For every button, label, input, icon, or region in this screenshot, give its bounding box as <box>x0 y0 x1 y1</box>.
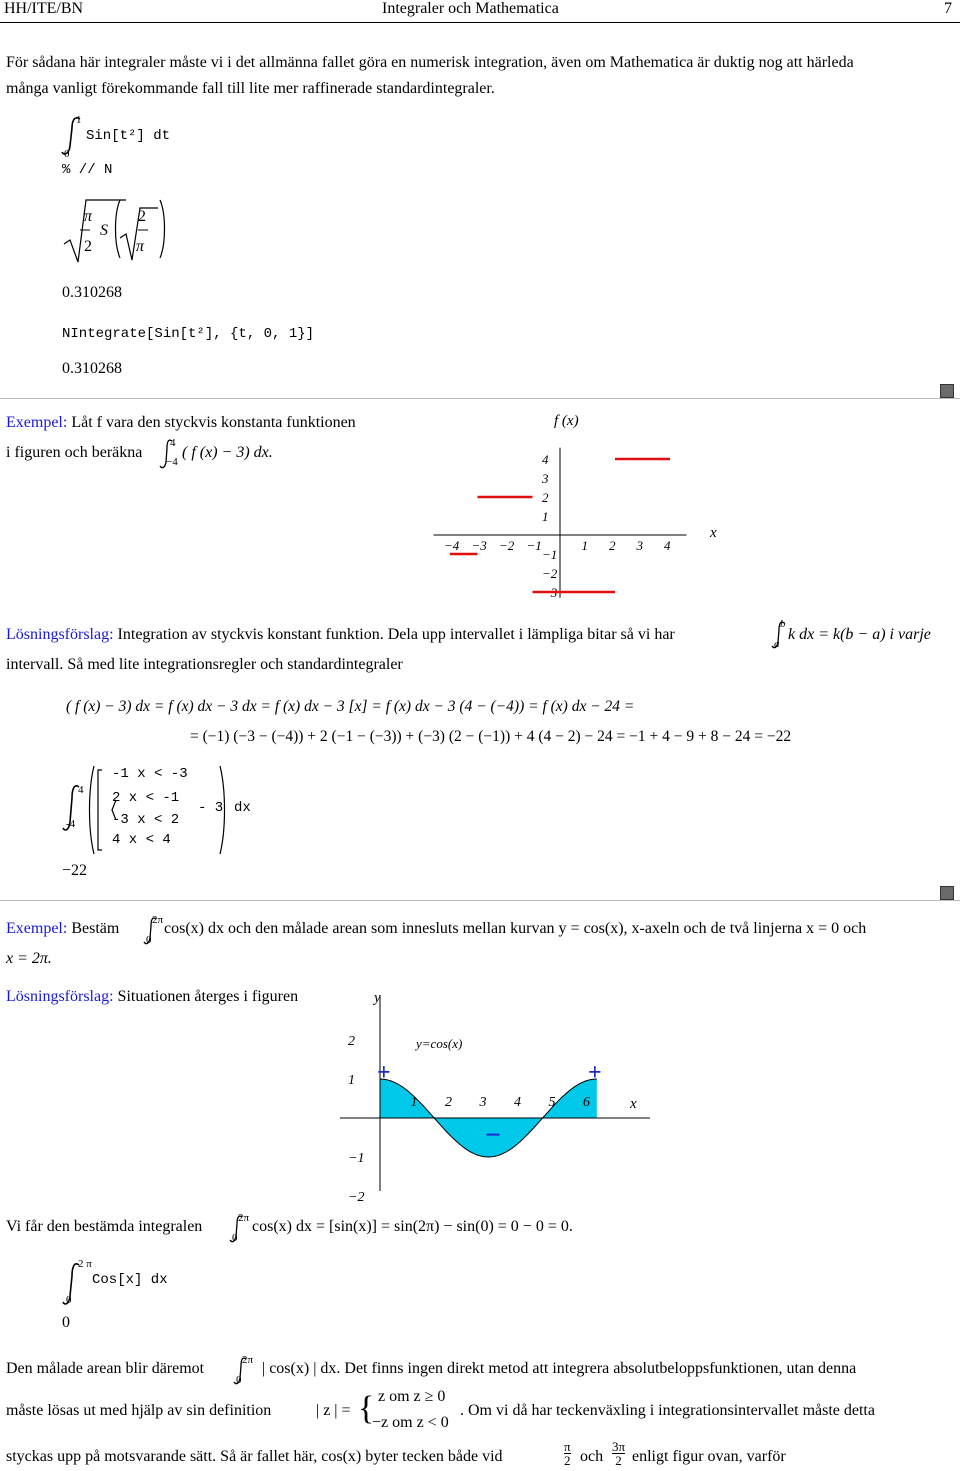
plus-sign-2: + <box>588 1060 602 1086</box>
result-2: 0.310268 <box>62 360 122 377</box>
bottom-line4a: styckas upp på motsvarande sätt. Så är fallet här, cos(x) byter tecken både vid <box>6 1448 503 1465</box>
bottom-line1-text: Vi får den bestämda integralen <box>6 1218 203 1235</box>
frac1 <box>564 1440 571 1467</box>
header-rule <box>0 22 960 23</box>
y-tick-label: −3 <box>542 585 558 600</box>
bottom-line2b: | cos(x) | dx. Det finns ingen direkt metod att integrera absolutbeloppsfunktionen, utan denna <box>262 1360 857 1377</box>
example1-upper: 4 <box>170 437 176 449</box>
bottom-line3b: . Om vi då har teckenväxling i integrationsintervallet måste detta <box>460 1402 875 1419</box>
example1-line1 <box>6 414 356 432</box>
intro-line1: För sådana här integraler måste vi i det allmänna fallet göra en numerisk integration, även om Mathematica är duktig nog att härleda <box>6 54 854 71</box>
mm-upper: 2 π <box>78 1258 92 1270</box>
header-left: HH/ITE/BN <box>4 0 84 17</box>
x-tick-label: 2 <box>445 1095 452 1110</box>
y-axis-label: y <box>374 990 381 1006</box>
pw-minus3: - 3 <box>198 800 224 816</box>
example2-text: Bestäm <box>71 920 120 937</box>
example2-label: Exempel: <box>6 920 68 937</box>
x-tick-label: −1 <box>526 538 542 553</box>
solution1-label: Lösningsförslag: <box>6 626 114 643</box>
sqrt-pi: π <box>84 208 93 225</box>
line2-lower: 0 <box>236 1374 242 1386</box>
example1-lower: −4 <box>166 456 178 468</box>
brace: { <box>358 1390 375 1427</box>
solution1-line2: intervall. Så med lite integrationsregler och standardintegraler <box>6 656 403 673</box>
line2-upper: 2π <box>242 1354 254 1366</box>
curve-label: y=cos(x) <box>416 1036 463 1051</box>
section-rule-1 <box>0 398 960 399</box>
case-2: −z om z < 0 <box>372 1414 449 1431</box>
x-tick-label: 3 <box>479 1095 487 1110</box>
frac2-num: 3π <box>612 1439 626 1454</box>
x-tick-label: 1 <box>581 538 588 553</box>
result-1: 0.310268 <box>62 284 122 301</box>
x-tick-label: 2 <box>609 538 616 553</box>
x-tick-label: −4 <box>444 538 460 553</box>
y-tick-label: 1 <box>348 1073 355 1088</box>
mm-result: 0 <box>62 1314 70 1331</box>
y-tick-label: 2 <box>542 490 549 505</box>
y-tick-label: 3 <box>542 471 549 486</box>
section-rule-2 <box>0 900 960 901</box>
mm-integrand: Cos[x] dx <box>92 1272 168 1288</box>
bottom-line3a: måste lösas ut med hjälp av sin definition <box>6 1402 272 1419</box>
abs-def: | z | = <box>316 1402 351 1419</box>
solution2-label: Lösningsförslag: <box>6 988 114 1005</box>
pw-row-4: 4 x < 4 <box>112 832 171 848</box>
frac2-den: 2 <box>615 1453 622 1468</box>
pw-row-2: 2 x < -1 <box>112 790 180 806</box>
sqrt-expression <box>62 194 182 269</box>
pw-result: −22 <box>62 862 88 879</box>
intro-line2: många vanligt förekommande fall till lite mer raffinerade standardintegraler. <box>6 80 495 97</box>
kdx-upper: b <box>780 618 786 630</box>
x-tick-label: 1 <box>410 1095 418 1110</box>
x-tick-label: 4 <box>514 1095 521 1110</box>
x-tick-label: 3 <box>636 538 643 553</box>
pw-row-3: -3 x < 2 <box>112 812 180 828</box>
integral1-lower: 0 <box>64 148 70 160</box>
solution1-line1 <box>6 626 675 644</box>
frac1-den: 2 <box>564 1453 571 1468</box>
kdx-lower: a <box>774 638 780 650</box>
example2-line2: x = 2π. <box>6 950 52 967</box>
y-tick-label: −1 <box>348 1151 365 1166</box>
header-title <box>382 0 559 18</box>
example2-lower: 0 <box>146 934 152 946</box>
s-label: S <box>100 222 108 239</box>
y-tick-label: 4 <box>542 452 549 467</box>
pw-dx: dx <box>234 800 251 816</box>
pw-row-1: -1 x < -3 <box>112 766 188 782</box>
example2-upper: 2π <box>152 914 164 926</box>
x-axis-label: x <box>630 1096 637 1112</box>
sqrt2-num: 2 <box>138 208 146 225</box>
solution2-line <box>6 988 298 1006</box>
example1-integrand: ( f (x) − 3) dx. <box>182 444 273 461</box>
sqrt-two: 2 <box>84 238 92 255</box>
x-tick-label: 6 <box>583 1095 590 1110</box>
x-tick-label: −2 <box>499 538 515 553</box>
bottom-line2a: Den målade arean blir däremot <box>6 1360 205 1377</box>
och-text: och <box>580 1448 604 1465</box>
page-number: 7 <box>944 0 952 17</box>
example2-line1 <box>6 920 119 938</box>
kdx-formula: k dx = k(b − a) i varje <box>788 626 931 643</box>
nintegrate-input: NIntegrate[Sin[t²], {t, 0, 1}] <box>62 326 315 342</box>
y-tick-label: 2 <box>348 1034 355 1049</box>
frac2 <box>612 1440 625 1467</box>
bottom-int-lower: 0 <box>232 1232 238 1244</box>
y-tick-label: −1 <box>542 547 558 562</box>
integral-sign-1 <box>58 116 88 156</box>
bottom-line1 <box>6 1218 202 1236</box>
bottom-line4b: enligt figur ovan, varför <box>632 1448 786 1465</box>
bottom-int-upper: 2π <box>238 1212 250 1224</box>
plus-sign-1: + <box>377 1060 391 1086</box>
example2-rest: cos(x) dx och den målade arean som innesluts mellan kurvan y = cos(x), x-axeln och de två linjerna x = 0 och <box>164 920 867 937</box>
x-tick-label: 4 <box>664 538 671 553</box>
solution1-text1: Integration av styckvis konstant funktion. Dela upp intervallet i lämpliga bitar så vi har <box>117 626 675 643</box>
pw-lower: -4 <box>66 818 76 830</box>
piecewise-chart <box>420 405 740 605</box>
example1-text2: i figuren och beräkna <box>6 444 143 461</box>
y-tick-label: 1 <box>542 509 549 524</box>
cell-marker-2 <box>940 886 954 900</box>
integral1-integrand: Sin[t²] dt <box>86 128 171 144</box>
cell-marker-1 <box>940 384 954 398</box>
example1-line2 <box>6 444 142 462</box>
chart-xlabel: x <box>710 525 717 541</box>
cos-chart <box>330 986 660 1205</box>
header-title-text: Integraler och Mathematica <box>382 0 559 17</box>
eq-line2: = (−1) (−3 − (−4)) + 2 (−1 − (−3)) + (−3) (2 − (−1)) + 4 (4 − 2) − 24 = −1 + 4 − 9 + 8 − 24 = −22 <box>190 728 792 745</box>
solution2-text: Situationen återges i figuren <box>117 988 299 1005</box>
sqrt2-den: π <box>136 238 145 255</box>
y-tick-label: −2 <box>542 566 558 581</box>
pw-upper: 4 <box>78 784 84 796</box>
frac1-num: π <box>564 1439 571 1454</box>
y-tick-label: −2 <box>348 1190 365 1205</box>
minus-sign: − <box>485 1120 501 1151</box>
x-tick-label: −3 <box>471 538 487 553</box>
x-tick-label: 5 <box>548 1095 556 1110</box>
bottom-line1-eq: cos(x) dx = [sin(x)] = sin(2π) − sin(0) = 0 − 0 = 0. <box>252 1218 573 1235</box>
percent-n-input: % // N <box>62 162 113 178</box>
eq-line1: ( f (x) − 3) dx = f (x) dx − 3 dx = f (x) dx − 3 [x] = f (x) dx − 3 (4 − (−4)) = f (x) dx − 24 = <box>66 698 635 715</box>
chart-ylabel: f (x) <box>554 413 579 429</box>
example1-label: Exempel: <box>6 414 68 431</box>
case-1: z om z ≥ 0 <box>378 1388 446 1405</box>
example1-text1: Låt f vara den styckvis konstanta funktionen <box>71 414 356 431</box>
mm-lower: 0 <box>66 1294 72 1306</box>
integral1-upper: 1 <box>76 114 82 126</box>
